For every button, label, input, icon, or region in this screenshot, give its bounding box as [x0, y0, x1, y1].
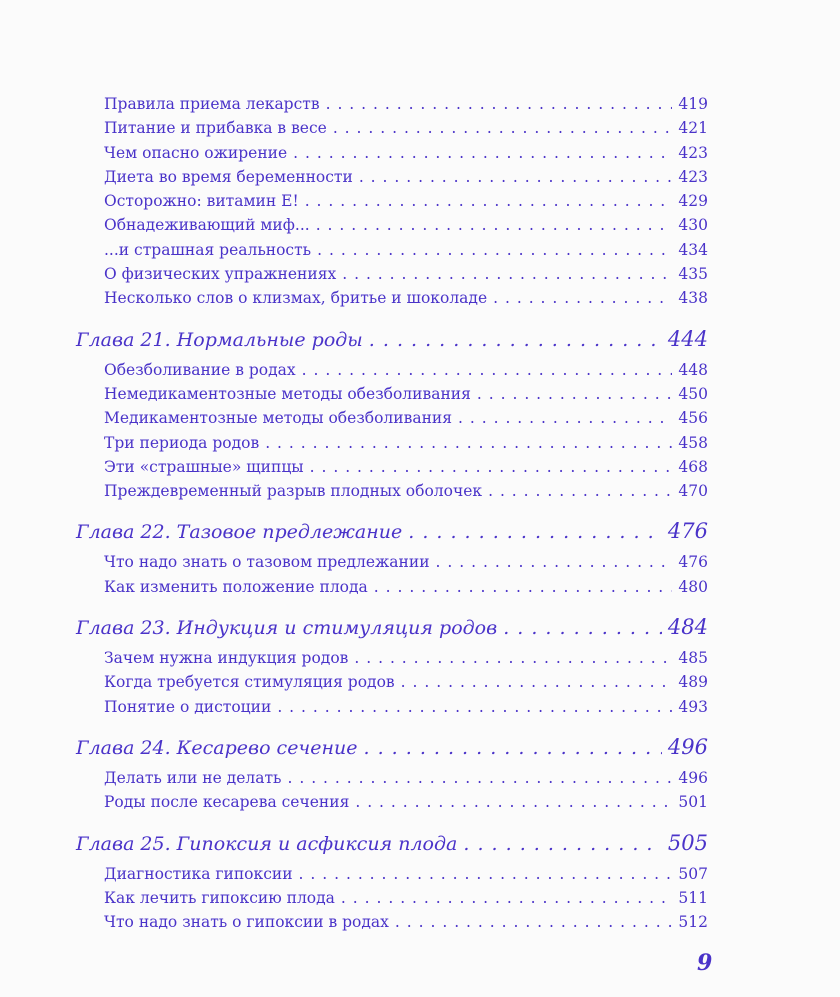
toc-chapter-heading	[76, 732, 708, 763]
entry-page-number: 429	[678, 192, 708, 211]
entry-title: ...и страшная реальность	[104, 240, 312, 259]
dot-leader	[493, 286, 672, 310]
toc-entry	[104, 141, 708, 165]
entry-page-number: 493	[678, 697, 708, 716]
entry-title: Несколько слов о клизмах, бритье и шоколаде	[104, 289, 488, 308]
dot-leader	[488, 479, 672, 503]
dot-leader	[341, 886, 672, 910]
dot-leader	[355, 790, 672, 814]
entry-title: Обезболивание в родах	[104, 360, 296, 379]
dot-leader	[317, 238, 672, 262]
toc-entry	[104, 550, 708, 574]
dot-leader	[277, 695, 672, 719]
dot-leader	[463, 829, 662, 859]
entry-title: Питание и прибавка в весе	[104, 119, 327, 138]
dot-leader	[326, 92, 673, 116]
entry-title: Что надо знать о гипоксии в родах	[104, 913, 389, 932]
entry-title: Как лечить гипоксию плода	[104, 888, 335, 907]
toc-entry	[104, 358, 708, 382]
entry-page-number: 423	[678, 143, 708, 162]
chapter-title: Глава 24. Кесарево сечение	[76, 736, 358, 759]
entry-page-number: 501	[678, 793, 708, 812]
chapter-title: Глава 22. Тазовое предлежание	[76, 521, 403, 544]
toc-entry	[104, 479, 708, 503]
dot-leader	[299, 862, 673, 886]
dot-leader	[316, 213, 673, 237]
entry-page-number: 450	[678, 384, 708, 403]
entry-page-number: 430	[678, 216, 708, 235]
dot-leader	[503, 613, 662, 643]
chapter-page-number: 484	[667, 615, 708, 640]
entry-page-number: 470	[678, 482, 708, 501]
entry-title: Преждевременный разрыв плодных оболочек	[104, 482, 483, 501]
toc-chapter-heading	[76, 612, 708, 643]
chapter-page-number: 476	[667, 519, 708, 544]
entry-title: Правила приема лекарств	[104, 95, 320, 113]
toc-entry	[104, 862, 708, 886]
toc-entry	[104, 886, 708, 910]
entry-title: Три периода родов	[104, 433, 260, 452]
entry-page-number: 421	[678, 119, 708, 138]
dot-leader	[288, 766, 673, 790]
dot-leader	[342, 262, 672, 286]
entry-page-number: 456	[678, 409, 708, 428]
dot-leader	[302, 358, 673, 382]
dot-leader	[477, 382, 673, 406]
entry-title: Немедикаментозные методы обезболивания	[104, 384, 471, 403]
toc-entry	[104, 165, 708, 189]
entry-title: Понятие о дистоции	[104, 697, 272, 716]
dot-leader	[369, 325, 662, 355]
toc-entry	[104, 646, 708, 670]
entry-page-number: 434	[678, 240, 708, 259]
toc-entry	[104, 406, 708, 430]
entry-page-number: 507	[678, 864, 708, 883]
toc-entry	[104, 766, 708, 790]
toc-entry	[104, 431, 708, 455]
toc-entry	[104, 382, 708, 406]
toc-entry	[104, 910, 708, 934]
entry-page-number: 511	[678, 888, 708, 907]
table-of-contents	[0, 92, 840, 934]
entry-title: Что надо знать о тазовом предлежании	[104, 553, 430, 572]
page-number: 9	[697, 950, 713, 976]
dot-leader	[458, 406, 672, 430]
dot-leader	[408, 517, 662, 547]
toc-entry	[104, 262, 708, 286]
entry-title: Диета во время беременности	[104, 167, 353, 186]
entry-page-number: 480	[678, 577, 708, 596]
dot-leader	[354, 646, 672, 670]
entry-page-number: 448	[678, 360, 708, 379]
toc-entry	[104, 286, 708, 310]
toc-chapter-heading	[76, 516, 708, 547]
entry-page-number: 485	[678, 649, 708, 668]
entry-page-number: 438	[678, 289, 708, 308]
entry-title: Обнадеживающий миф...	[104, 216, 310, 235]
chapter-title: Глава 23. Индукция и стимуляция родов	[76, 617, 498, 640]
entry-title: Когда требуется стимуляция родов	[104, 673, 395, 692]
toc-entry	[104, 213, 708, 237]
entry-title: Как изменить положение плода	[104, 577, 368, 596]
toc-entry	[104, 92, 708, 116]
toc-entry	[104, 790, 708, 814]
dot-leader	[333, 116, 673, 140]
chapter-title: Глава 25. Гипоксия и асфиксия плода	[76, 832, 458, 855]
toc-entry	[104, 189, 708, 213]
dot-leader	[359, 165, 673, 189]
entry-page-number: 489	[678, 673, 708, 692]
toc-chapter-heading	[76, 828, 708, 859]
dot-leader	[374, 575, 673, 599]
entry-title: О физических упражнениях	[104, 265, 337, 284]
entry-page-number: 512	[678, 913, 708, 932]
entry-title: Делать или не делать	[104, 768, 282, 787]
entry-page-number: 435	[678, 265, 708, 284]
entry-title: Роды после кесарева сечения	[104, 793, 350, 812]
entry-page-number: 419	[678, 95, 708, 113]
toc-entry	[104, 695, 708, 719]
toc-entry	[104, 116, 708, 140]
dot-leader	[305, 189, 673, 213]
dot-leader	[436, 550, 673, 574]
entry-page-number: 476	[678, 553, 708, 572]
toc-entry	[104, 575, 708, 599]
dot-leader	[395, 910, 672, 934]
toc-entry	[104, 670, 708, 694]
dot-leader	[293, 141, 672, 165]
toc-entry	[104, 455, 708, 479]
entry-page-number: 496	[678, 768, 708, 787]
toc-entry	[104, 238, 708, 262]
chapter-page-number: 444	[667, 326, 708, 351]
chapter-title: Глава 21. Нормальные роды	[76, 328, 363, 351]
chapter-page-number: 496	[667, 734, 708, 759]
entry-title: Зачем нужна индукция родов	[104, 649, 349, 668]
entry-title: Чем опасно ожирение	[104, 143, 288, 162]
entry-title: Диагностика гипоксии	[104, 864, 293, 883]
entry-title: Медикаментозные методы обезболивания	[104, 409, 453, 428]
entry-title: Эти «страшные» щипцы	[104, 457, 304, 476]
dot-leader	[265, 431, 672, 455]
entry-page-number: 468	[678, 457, 708, 476]
entry-page-number: 423	[678, 167, 708, 186]
dot-leader	[364, 733, 662, 763]
dot-leader	[401, 670, 673, 694]
entry-page-number: 458	[678, 433, 708, 452]
dot-leader	[310, 455, 673, 479]
entry-title: Осторожно: витамин Е!	[104, 192, 299, 211]
toc-chapter-heading	[76, 324, 708, 355]
chapter-page-number: 505	[667, 830, 708, 855]
